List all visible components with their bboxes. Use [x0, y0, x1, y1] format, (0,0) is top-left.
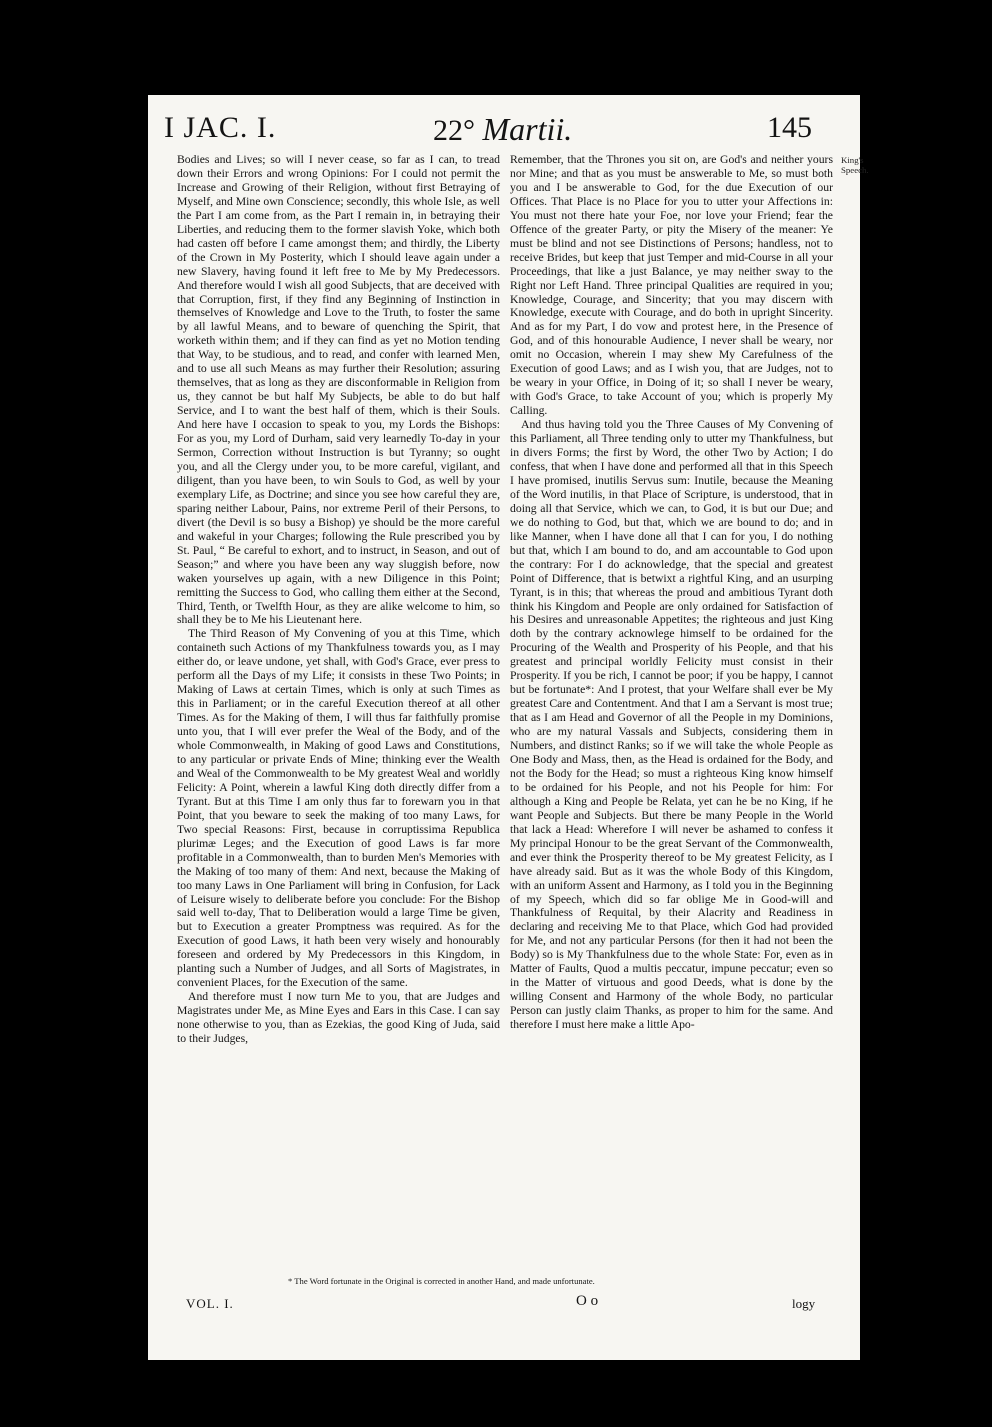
volume-label: VOL. I. [186, 1296, 234, 1311]
book-page [148, 95, 869, 1360]
date-day: 22° [433, 114, 483, 147]
footnote: * The Word fortunate in the Original is corrected in another Hand, and made unfortunate. [288, 1276, 595, 1286]
paragraph: Bodies and Lives; so will I never cease, so far as I can, to tread down their Errors and wrong Opinions: For I could not permit the Increase and Growing of their Religion, without first Betraying of Myself, and Mine own Conscience; secondly, this whole Isle, as well the Part I am come from, as the Part I remain in, in betraying their Liberties, and reducing them to the former slavish Yoke, which both had casten off before I came amongst them; and thirdly, the Liberty of the Crown in My Posterity, which I should leave again under a new Slavery, having found it left free to Me by My Predecessors. And therefore would I wish all good Subjects, that are deceived with that Corruption, first, if they find any Beginning of Instinction in themselves of Knowledge and Love to the Truth, to foster the same by all lawful Means, and to beware of quenching the Spirit, that worketh within them; and if they can find as yet no Motion tending that Way, to be studious, and to read, and confer with learned Men, and to use all such Means as may further their Resolution; assuring themselves, that as long as they are disconformable in Religion from us, they cannot be but half My Subjects, be able to do but half Service, and I to want the best half of them, which is their Souls. And here have I occasion to speak to you, my Lords the Bishops: For as you, my Lord of Durham, said very learnedly To-day in your Sermon, Correction without Instruction is but Tyranny; so ought you, and all the Clergy under you, to be more careful, vigilant, and diligent, than you have been, to win Souls to God, as well by your exemplary Life, as Doctrine; and since you see how careful they are, sparing neither Labour, Pains, nor extreme Peril of their Persons, to divert (the Devil is so busy a Bishop) ye should be the more careful and wakeful in your Charges; following the Rule prescribed you by St. Paul, “ Be careful to exhort, and to instruct, in Season, and out of Season;” and where you have been any way sluggish before, now waken yourselves up again, with a new Diligence in this Point; remitting the Success to God, who calling them either at the Second, Third, Tenth, or Twelfth Hour, as they are alike welcome to him, so shall they be to Me his Lieutenant here. [177, 153, 500, 627]
paragraph: The Third Reason of My Convening of you at this Time, which containeth such Actions of my Thankfulness towards you, as I may either do, or leave undone, yet shall, with God's Grace, ever press to perform all the Days of my Life; it consists in these Two Points; in Making of Laws at certain Times, which is only at such Times as this in Parliament; or in the careful Execution thereof at all other Times. As for the Making of them, I will thus far faithfully promise unto you, that I will ever prefer the Weal of the Body, and of the whole Commonwealth, in Making of good Laws and Constitutions, to any particular or private Ends of Mine; thinking ever the Wealth and Weal of the Commonwealth to be My greatest Weal and worldly Felicity: A Point, wherein a lawful King doth directly differ from a Tyrant. But at this Time I am only thus far to forewarn you in that Point, that you beware to seek the making of too many Laws, for Two special Reasons: First, because in corruptissima Republica plurimæ Leges; and the Execution of good Laws is far more profitable in a Commonwealth, than to burden Men's Memories with the Making of too many of them: And next, because the Making of too many Laws in One Parliament will bring in Confusion, for Lack of Leisure wisely to deliberate before you conclude: For the Bishop said well to-day, That to Deliberation would a large Time be given, but to Execution a greater Promptness was required. As for the Execution of good Laws, it hath been very wisely and honourably foreseen and ordered by My Predecessors in this Kingdom, in planting such a Number of Judges, and all Sorts of Magistrates, in convenient Places, for the Execution of the same. [177, 627, 500, 990]
paragraph: And thus having told you the Three Causes of My Convening of this Parliament, all Three tending only to utter my Thankfulness, but in divers Forms; the first by Word, the other Two by Action; I do confess, that when I have done and performed all that in this Speech I have promised, inutilis Servus sum: Inutile, because the Meaning of the Word inutilis, in that Place of Scripture, is understood, that in doing all that Service, which we can, to God, it is but our Due; and we do nothing to God, but that, which we are bound to do; and in like Manner, when I have done all that I can for you, I do nothing but that, which I am bound to do, and am accountable to God upon the contrary: For I do acknowledge, that the special and greatest Point of Difference, that is betwixt a rightful King, and an usurping Tyrant, is in this; that whereas the proud and ambitious Tyrant doth think his Kingdom and People are only ordained for Satisfaction of his Desires and unreasonable Appetites; the righteous and just King doth by the contrary acknowlege himself to be ordained for the Procuring of the Wealth and Prosperity of his People, and that his greatest and principal worldly Felicity must consist in their Prosperity. If you be rich, I cannot be poor; if you be happy, I cannot but be fortunate*: And I protest, that your Welfare shall ever be My greatest Care and Contentment. And that I am a Servant is most true; that as I am Head and Governor of all the People in my Dominions, who are my natural Vassals and Subjects, considering them in Numbers, and distinct Ranks; so if we will take the whole People as One Body and Mass, then, as the Head is ordained for the Body, and not the Body for the Head; so must a righteous King know himself to be ordained for his People, and not his People for him: For although a King and People be Relata, yet can he be no King, if he want People and Subjects. But there be many People in the World that lack a Head: Wherefore I will never be ashamed to confess it My principal Honour to be the great Servant of the Commonwealth, and ever think the Prosperity thereof to be My greatest Felicity, as I have already said. But as it was the whole Body of this Kingdom, with an uniform Assent and Harmony, as I told you in the Beginning of my Speech, which did so far oblige Me in Good-will and Thankfulness of Requital, by their Alacrity and Readiness in declaring and receiving Me to that Place, which God had provided for Me, and not any particular Persons (for then it had not been the Body) so is My Thankfulness due to the whole State: For, even as in Matter of Faults, Quod a multis peccatur, impune peccatur; even so in the Matter of virtuous and good Deeds, what is done by the willing Consent and Harmony of the whole Body, no particular Person can justly claim Thanks, as proper to him for the same. And therefore I must here make a little Apo- [510, 418, 833, 1032]
running-head-date [433, 113, 572, 146]
paragraph: And therefore must I now turn Me to you, that are Judges and Magistrates under Me, as Mine Eyes and Ears in this Case. I can say none otherwise to you, than as Ezekias, the good King of Juda, said to their Judges, [177, 990, 500, 1046]
text-column-right [510, 153, 833, 1273]
date-month: Martii. [482, 111, 573, 147]
text-column-left [177, 153, 500, 1273]
page-number: 145 [767, 111, 812, 144]
paragraph: Remember, that the Thrones you sit on, are God's and neither yours nor Mine; and that as you must be answerable to Me, so must both you and I be answerable to God, for the due Execution of our Offices. That Place is no Place for you to utter your Affections in: You must not there hate your Foe, nor love your Friend; fear the Offence of the greater Party, or pity the Misery of the meaner: Ye must be blind and not see Distinctions of Persons; handless, not to receive Brides, but keep that just Temper and mid-Course in all your Proceedings, that like a just Balance, ye may neither sway to the Right nor Left Hand. Three principal Qualities are required in you; Knowledge, Courage, and Sincerity; that you may discern with Knowledge, execute with Courage, and do both in upright Sincerity. And as for my Part, I do vow and protest here, in the Presence of God, and of this honourable Audience, I never shall be weary, nor omit no Occasion, wherein I may shew My Carefulness of the Execution of good Laws; and as I wish you, that are Judges, not to be weary in your Office, in Doing of it; so shall I never be weary, with God's Grace, to take Account of you; which is properly My Calling. [510, 153, 833, 418]
running-head-reign: I JAC. I. [164, 111, 277, 144]
margin-note: King's Speech. [841, 155, 869, 175]
catchword: logy [792, 1296, 816, 1311]
signature-mark: O o [576, 1293, 599, 1309]
